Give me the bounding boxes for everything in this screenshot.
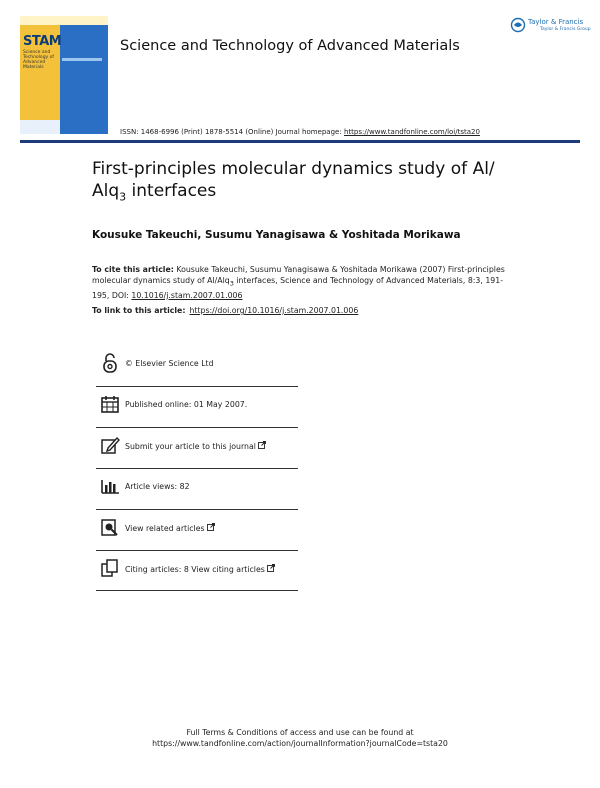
publisher-logo-subtext: Taylor & Francis Group: [540, 27, 591, 32]
citing-row[interactable]: [96, 550, 296, 590]
issn-line: [120, 128, 480, 136]
article-doi-link[interactable]: https://doi.org/10.1016/j.stam.2007.01.006: [189, 306, 359, 315]
copyright-label: © Elsevier Science Ltd: [125, 359, 214, 368]
submit-text[interactable]: Submit your article to this journal: [125, 442, 256, 451]
cite-doi-link[interactable]: 10.1016/j.stam.2007.01.006: [131, 290, 243, 300]
cover-subtitle: Science and Technology of Advanced Materials: [23, 50, 54, 70]
related-search-icon: [100, 517, 120, 537]
published-label: Published online: 01 May 2007.: [125, 400, 248, 409]
calendar-icon: [100, 394, 120, 414]
related-text[interactable]: View related articles: [125, 524, 205, 533]
article-title-part2: Alq: [92, 181, 120, 201]
header-rule: [20, 140, 580, 143]
cover-bottom-blue: [60, 120, 108, 134]
footer-link[interactable]: https://www.tandfonline.com/action/journalInformation?journalCode=tsta20: [152, 739, 448, 748]
views-row: [96, 468, 296, 508]
publisher-logo-text: Taylor & Francis: [528, 18, 584, 26]
cite-subscript: 3: [229, 279, 234, 288]
cover-logo: STAM: [23, 34, 62, 49]
external-link-icon: [258, 441, 266, 449]
journal-homepage-link[interactable]: https://www.tandfonline.com/loi/tsta20: [343, 128, 480, 136]
article-title: [92, 158, 532, 208]
cover-stripe: [62, 58, 102, 61]
cite-text-1: Kousuke Takeuchi, Susumu Yanagisawa & Yoshitada Morikawa (2007) First-principles molecular dynamics study of Al/Alq: [92, 265, 505, 285]
cover-top-band: [20, 16, 108, 25]
article-authors: Kousuke Takeuchi, Susumu Yanagisawa & Yoshitada Morikawa: [92, 229, 461, 241]
external-link-icon: [267, 564, 275, 572]
published-row: [96, 386, 296, 426]
link-label: To link to this article:: [92, 306, 186, 315]
cite-text-2: interfaces, Science and Technology of Advanced Materials, 8:3, 191-195, DOI:: [92, 276, 504, 300]
citing-articles-icon: [100, 558, 120, 578]
open-lock-icon: [100, 353, 120, 373]
external-link-icon: [207, 523, 215, 531]
submit-label[interactable]: [125, 441, 266, 451]
related-row[interactable]: [96, 509, 296, 549]
journal-cover-image: [20, 16, 108, 134]
citing-label[interactable]: [125, 564, 275, 574]
submit-row[interactable]: [96, 427, 296, 467]
article-title-part1: First-principles molecular dynamics study of Al/: [92, 159, 495, 179]
edit-icon: [100, 435, 120, 455]
issn-text: ISSN: 1468-6996 (Print) 1878-5514 (Online) Journal homepage:: [120, 128, 342, 136]
article-title-subscript: 3: [119, 190, 127, 204]
cite-label: To cite this article:: [92, 265, 174, 274]
citation-block: [92, 264, 512, 301]
copyright-row: [96, 345, 296, 385]
related-label[interactable]: [125, 523, 215, 533]
journal-title: Science and Technology of Advanced Materials: [120, 38, 460, 54]
article-title-part3: interfaces: [126, 181, 217, 201]
bar-chart-icon: [100, 476, 120, 496]
link-line: [92, 306, 358, 315]
views-label: Article views: 82: [125, 482, 190, 491]
footer: [0, 727, 600, 749]
footer-line1: Full Terms & Conditions of access and use can be found at: [186, 728, 414, 737]
citing-text[interactable]: Citing articles: 8 View citing articles: [125, 565, 265, 574]
row-divider: [96, 590, 298, 591]
